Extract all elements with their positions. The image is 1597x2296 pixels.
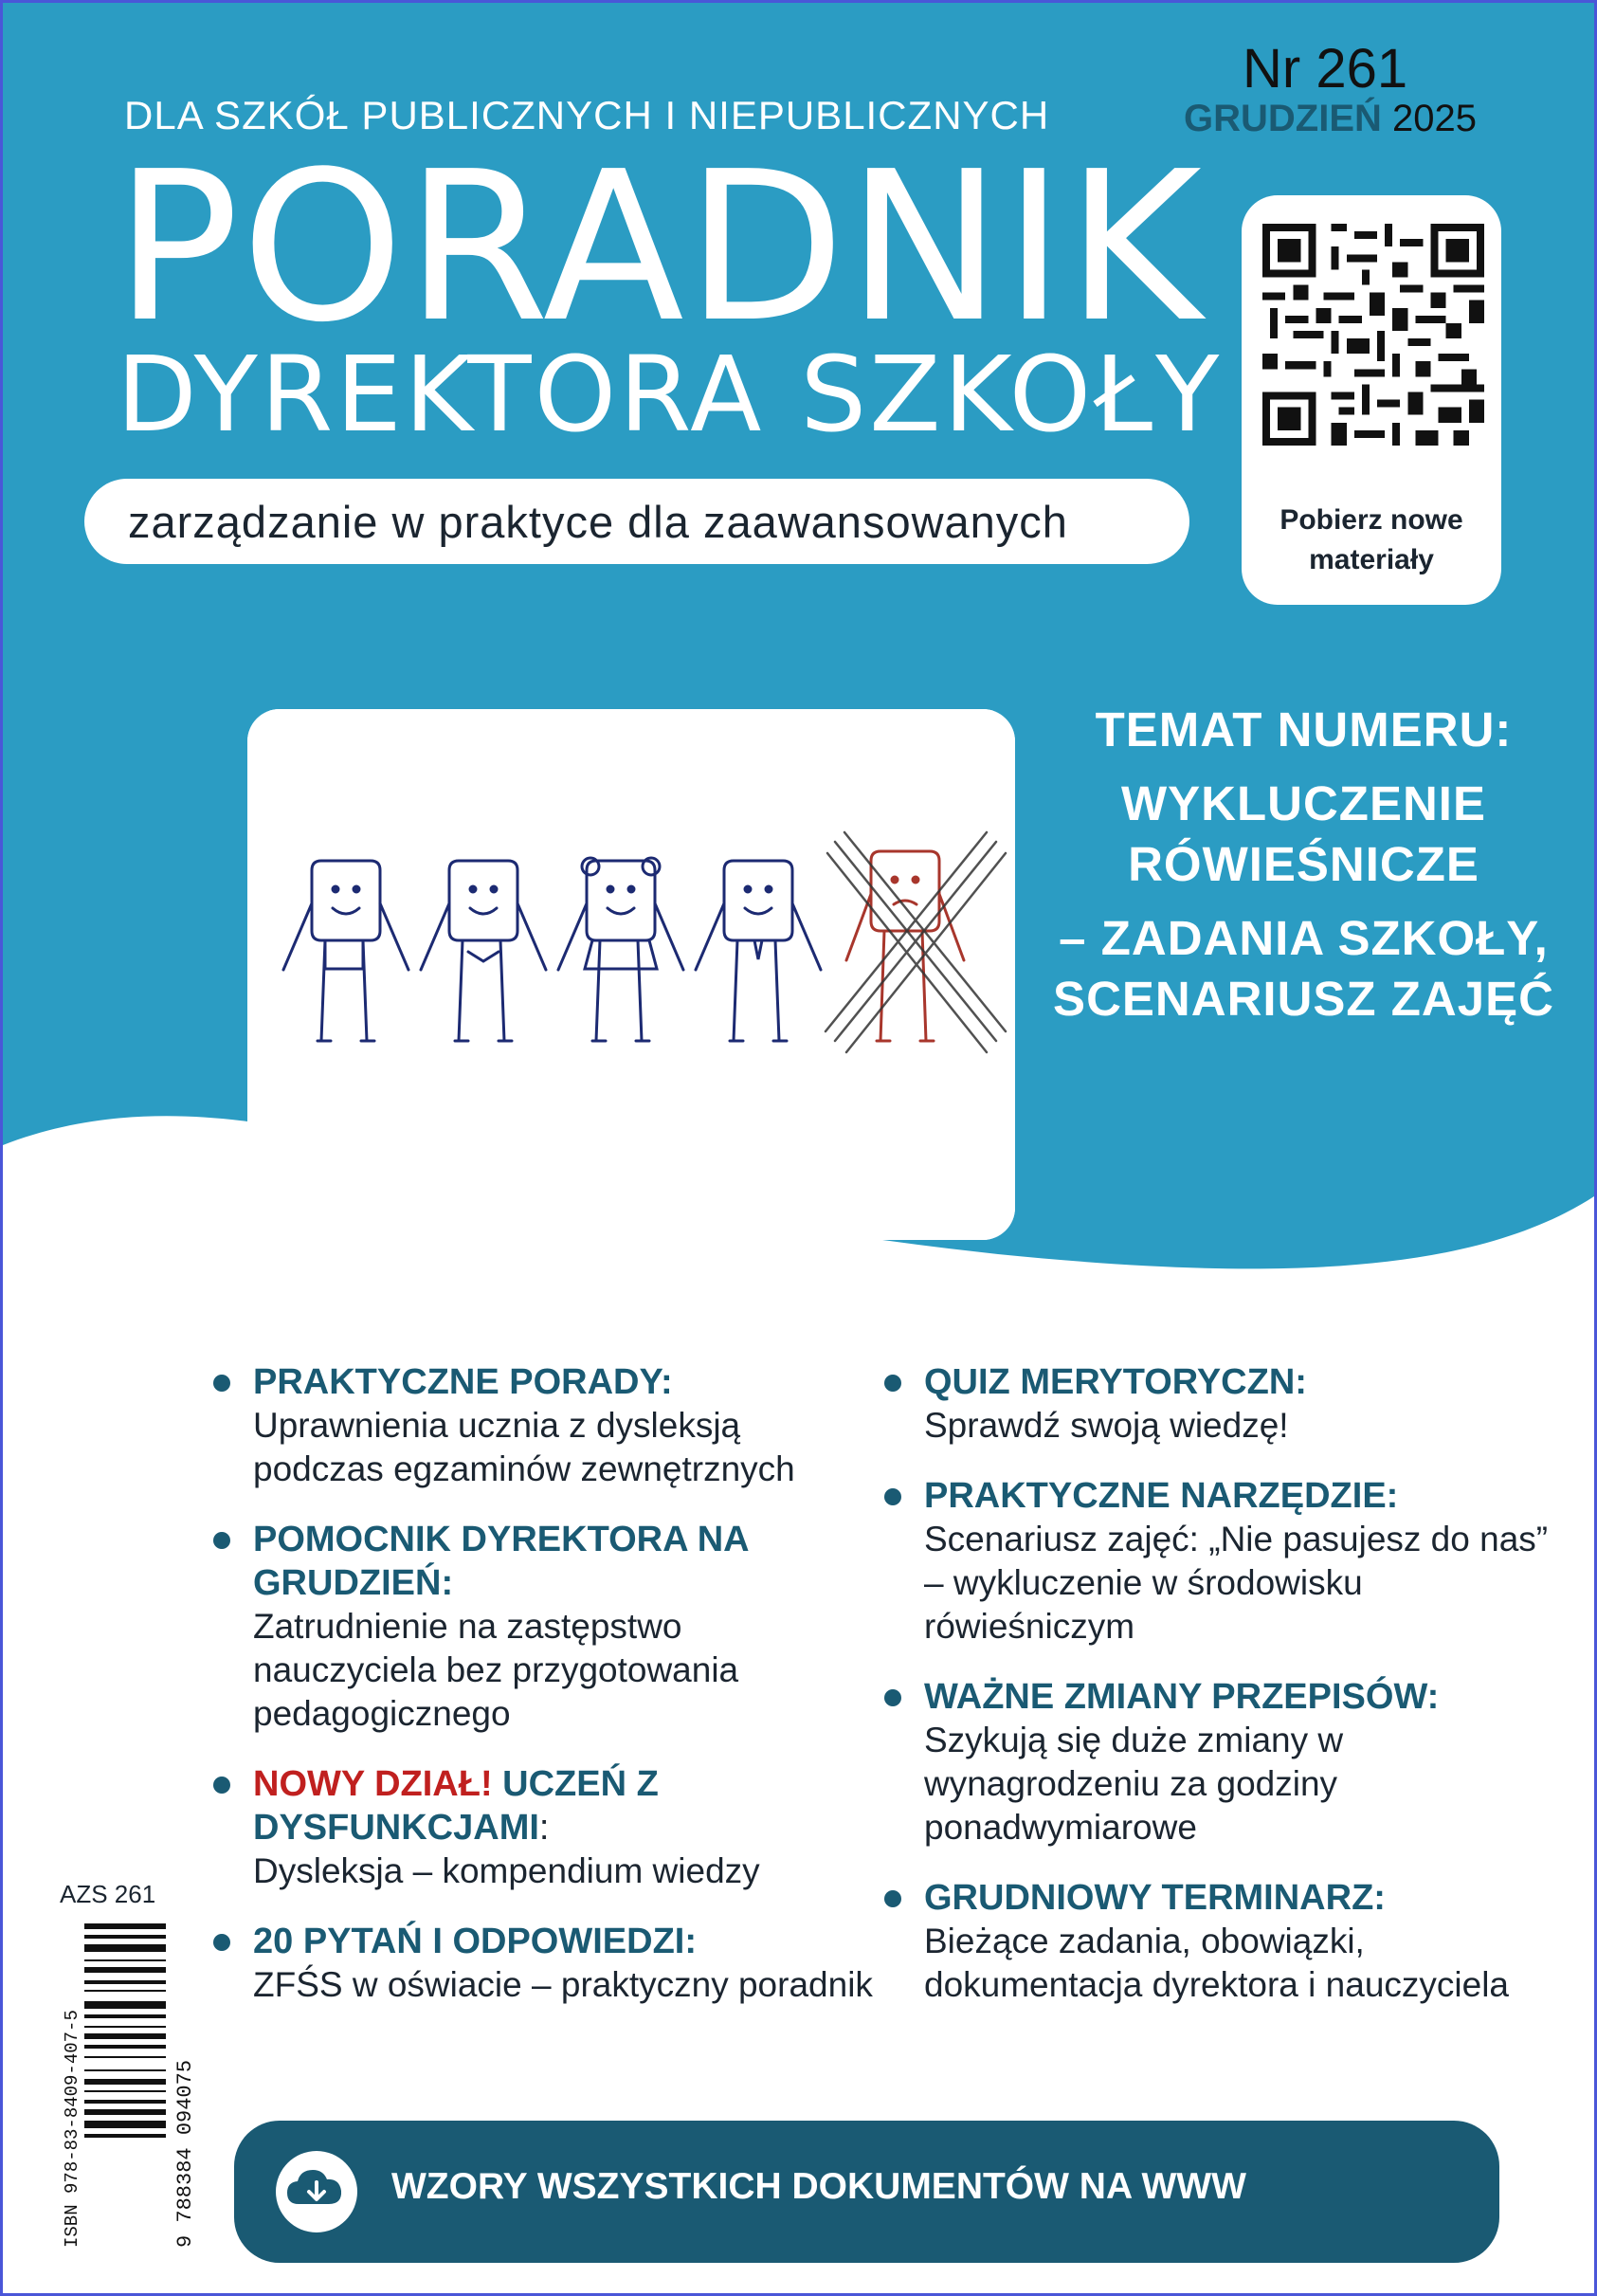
list-item [880,1360,1563,1448]
barcode-stripe [84,2090,166,2092]
contents-right-column [880,1360,1563,2033]
barcode-stripe [84,2014,166,2018]
barcode-stripe [84,1944,166,1952]
barcode-stripe [84,1967,166,1973]
isbn-text: ISBN 978-83-8409-407-5 [62,2010,82,2248]
barcode-stripe [84,2109,166,2115]
item-description: Uprawnienia ucznia z dysleksją podczas egzaminów zewnętrznych [253,1406,795,1488]
list-item [209,1920,873,2007]
documents-download-label[interactable]: WZORY WSZYSTKICH DOKUMENTÓW NA WWW [391,2166,1246,2207]
item-heading: QUIZ MERYTORYCZN: [924,1362,1307,1402]
barcode-stripe [84,1959,166,1961]
item-heading-colon: : [538,1808,550,1848]
item-heading: WAŻNE ZMIANY PRZEPISÓW: [924,1677,1440,1717]
item-heading-text: UCZEŃ Z DYSFUNKCJAMI [253,1764,659,1848]
topic-line-1: WYKLUCZENIE RÓWIEŚNICZE [1121,776,1486,891]
barcode-stripe [84,2056,166,2058]
qr-code-icon[interactable] [1262,224,1484,446]
magazine-subtitle: DYREKTORA SZKOŁY [117,334,1223,455]
list-item [880,1876,1563,2007]
item-heading: GRUDNIOWY TERMINARZ: [924,1878,1386,1918]
contents-left-column [209,1360,873,2033]
issue-year: 2025 [1392,98,1477,139]
barcode-icon [58,1920,198,2250]
barcode-stripe [84,2100,166,2104]
barcode-stripe [84,2001,166,2009]
item-heading: POMOCNIK DYREKTORA NA GRUDZIEŃ: [253,1520,749,1603]
magazine-title: PORADNIK [115,128,1205,368]
list-item [209,1518,873,1736]
barcode-stripe [84,2079,166,2085]
barcode-stripe [84,2026,166,2028]
item-description: Sprawdź swoją wiedzę! [924,1406,1289,1445]
barcode-stripe [84,1990,166,1992]
item-description: Szykują się duże zmiany w wynagrodzeniu za godziny ponadwymiarowe [924,1721,1344,1847]
qr-caption: Pobierz nowe materiały [1279,504,1463,575]
list-item [880,1474,1563,1649]
item-description: Bieżące zadania, obowiązki, dokumentacja dyrektora i nauczyciela [924,1922,1509,2004]
qr-card[interactable] [1242,195,1501,605]
barcode-stripe [84,2121,166,2128]
item-heading: PRAKTYCZNE PORADY: [253,1362,673,1402]
cloud-download-icon[interactable] [276,2151,357,2232]
barcode-stripe [84,1923,166,1929]
barcode-stripe [84,1935,166,1939]
documents-download-banner[interactable] [234,2121,1499,2263]
cover-photo [247,709,1015,1240]
new-section-label: NOWY DZIAŁ! [253,1764,493,1804]
barcode-stripe [84,2033,166,2039]
audience-line: DLA SZKÓŁ PUBLICZNYCH I NIEPUBLICZNYCH [124,93,1050,137]
ean-text: 9 788384 094075 [173,2059,197,2248]
barcode-stripe [84,2069,166,2071]
item-heading: PRAKTYCZNE NARZĘDZIE: [924,1476,1399,1516]
list-item [209,1360,873,1491]
barcode-stripe [84,1980,166,1984]
topic-label: TEMAT NUMERU: [1095,702,1513,756]
product-code: AZS 261 [60,1880,156,1908]
item-heading: 20 PYTAŃ I ODPOWIEDZI: [253,1922,698,1961]
issue-month: GRUDZIEŃ [1184,98,1382,139]
issue-date [1184,98,1477,140]
item-heading [253,1762,873,1850]
item-description: Dysleksja – kompendium wiedzy [253,1851,760,1890]
list-item [209,1762,873,1893]
item-description: Scenariusz zajęć: „Nie pasujesz do nas” – wykluczenie w środowisku rówieśniczym [924,1520,1549,1646]
topic-line-2: – ZADANIA SZKOŁY, SCENARIUSZ ZAJĘĆ [1053,911,1554,1026]
tagline: zarządzanie w praktyce dla zaawansowanych [84,479,1189,564]
list-item [880,1675,1563,1850]
barcode-stripe [84,2134,166,2138]
barcode-stripe [84,2045,166,2049]
item-description: Zatrudnienie na zastępstwo nauczyciela bez przygotowania pedagogicznego [253,1607,739,1733]
item-description: ZFŚS w oświacie – praktyczny poradnik [253,1965,873,2004]
issue-topic [1045,700,1562,1030]
issue-number: Nr 261 [1243,38,1408,100]
paper-dolls-exclusion-illustration [247,709,1015,1240]
